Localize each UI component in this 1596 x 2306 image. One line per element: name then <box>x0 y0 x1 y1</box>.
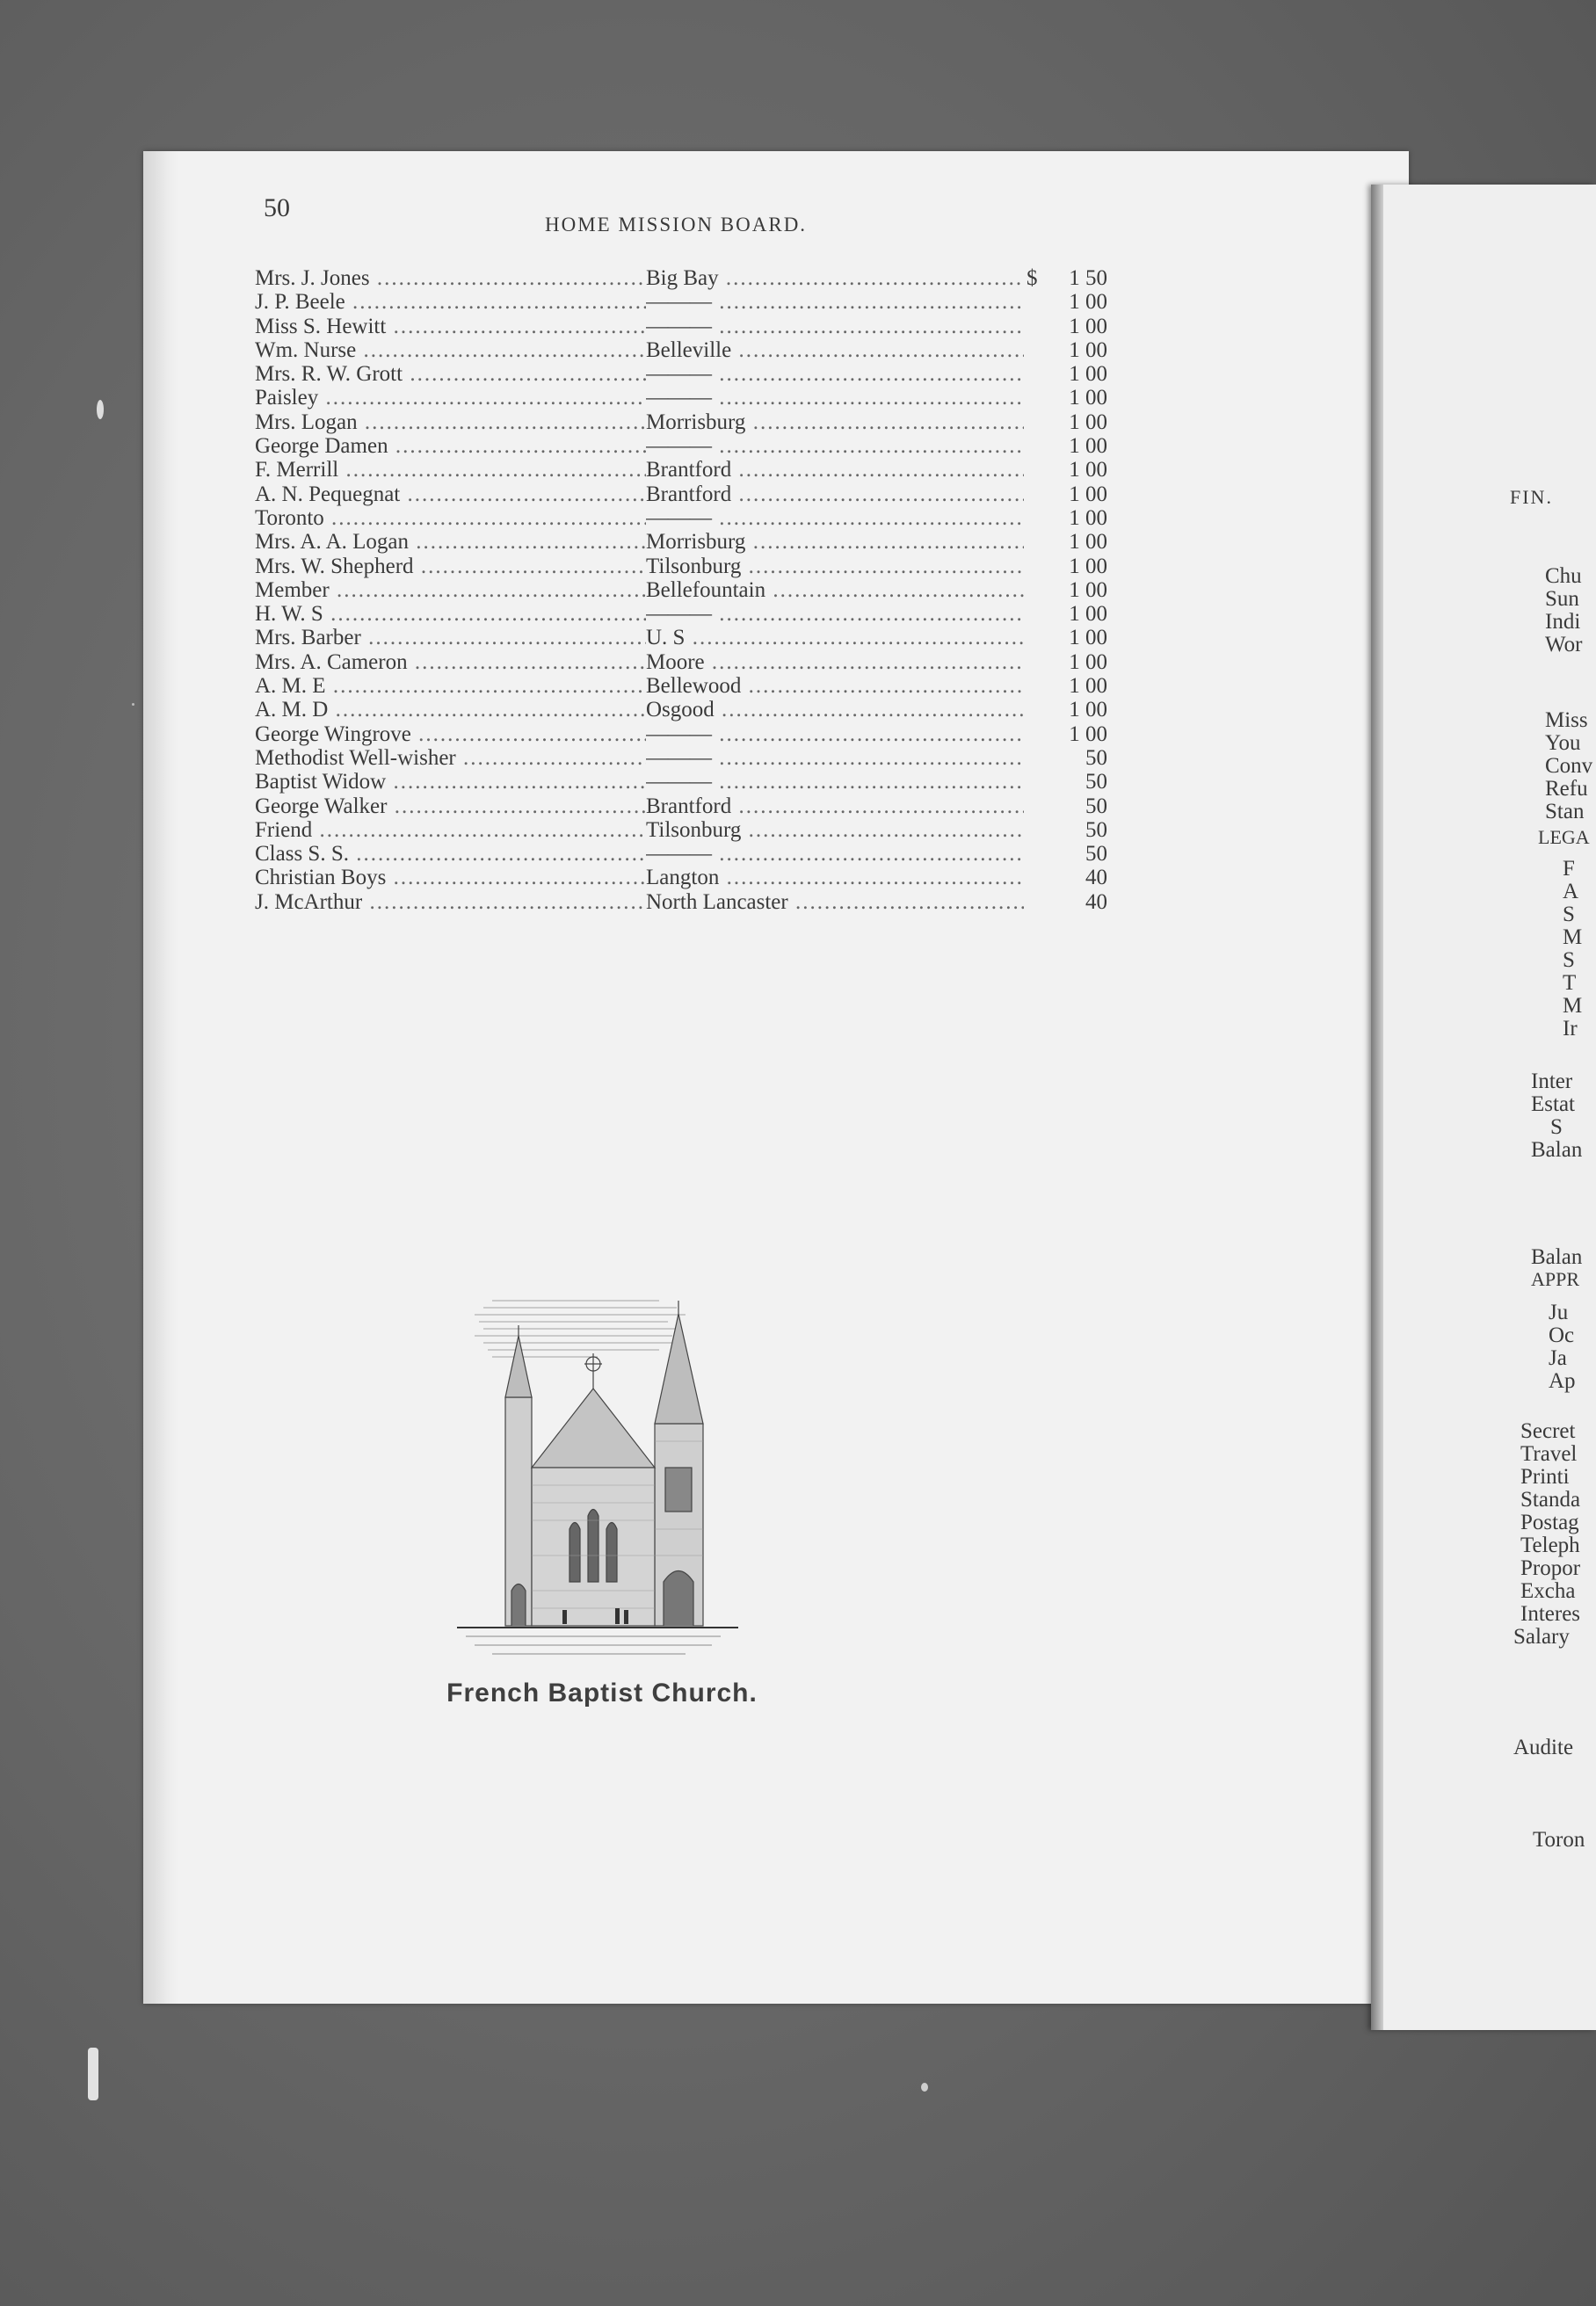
donation-row <box>255 770 1274 794</box>
donation-row <box>255 746 1274 770</box>
donation-row <box>255 890 1274 914</box>
donation-amount: 50 <box>1085 842 1107 867</box>
right-page-line: APPR <box>1531 1268 1580 1290</box>
donor-name: A. M. D ..... <box>255 698 646 722</box>
donation-row <box>255 794 1274 818</box>
donor-name: Mrs. A. A. Logan ..... <box>255 530 646 554</box>
donor-name: Christian Boys ..... <box>255 866 646 889</box>
right-page-line: Audite <box>1513 1736 1574 1759</box>
donor-place: Bellefountain ..... <box>646 578 1024 602</box>
donation-amount: 1 00 <box>1069 722 1107 746</box>
dust-speck <box>132 703 134 706</box>
right-page-line: LEGA <box>1538 826 1590 848</box>
right-page-line: Inter <box>1531 1070 1573 1093</box>
donor-name: Paisley ..... <box>255 386 646 410</box>
right-page-line: Printi <box>1520 1465 1570 1489</box>
donation-row <box>255 602 1274 626</box>
page-gutter <box>143 151 178 2004</box>
donation-amount: 1 00 <box>1069 674 1107 699</box>
donor-place: ——— ..... <box>646 770 1024 794</box>
running-head: HOME MISSION BOARD. <box>545 214 808 236</box>
donation-row <box>255 842 1274 866</box>
donation-row <box>255 458 1274 482</box>
donation-row <box>255 866 1274 889</box>
donor-place: Bellewood ..... <box>646 674 1024 698</box>
donation-row <box>255 290 1274 314</box>
donor-place: Tilsonburg ..... <box>646 555 1024 578</box>
right-page-line: You <box>1545 731 1581 755</box>
right-page-line: Secret <box>1520 1419 1576 1443</box>
right-page-line: M <box>1563 925 1583 949</box>
donor-place: Belleville ..... <box>646 338 1024 362</box>
donor-name: H. W. S ..... <box>255 602 646 626</box>
donation-amount: 1 00 <box>1069 434 1107 459</box>
donor-place: Big Bay ..... <box>646 266 1024 290</box>
donation-row <box>255 555 1274 578</box>
right-page-line: Balan <box>1531 1138 1583 1162</box>
donation-row <box>255 506 1274 530</box>
donor-place: ——— ..... <box>646 746 1024 770</box>
donor-name: George Damen ..... <box>255 434 646 458</box>
right-page-edge <box>1371 185 1383 2030</box>
donation-amount: 1 00 <box>1069 410 1107 434</box>
donor-place: Morrisburg ..... <box>646 530 1024 554</box>
donation-amount: 1 00 <box>1069 649 1107 674</box>
donation-row <box>255 338 1274 362</box>
donation-amount: 1 00 <box>1069 602 1107 627</box>
donor-place: Morrisburg ..... <box>646 410 1024 434</box>
donation-row <box>255 315 1274 338</box>
right-page-line: S <box>1563 903 1575 926</box>
right-page-line: Interes <box>1520 1602 1581 1626</box>
donation-amount: 1 00 <box>1069 698 1107 722</box>
donor-place: Tilsonburg ..... <box>646 818 1024 842</box>
donor-name: George Wingrove ..... <box>255 722 646 746</box>
donation-row <box>255 434 1274 458</box>
right-page-line: Conv <box>1545 754 1593 778</box>
donation-row <box>255 818 1274 842</box>
donor-place: Osgood ..... <box>646 698 1024 722</box>
donation-row <box>255 578 1274 602</box>
right-page-line: Oc <box>1549 1323 1575 1347</box>
donor-name: Wm. Nurse ..... <box>255 338 646 362</box>
donation-amount: 1 00 <box>1069 314 1107 338</box>
right-page-line: Standa <box>1520 1488 1581 1512</box>
donation-row <box>255 410 1274 434</box>
right-page-line: Toron <box>1533 1828 1585 1852</box>
donation-amount: 1 00 <box>1069 386 1107 410</box>
right-page-line: A <box>1563 880 1579 903</box>
church-illustration <box>457 1292 738 1679</box>
donation-row <box>255 674 1274 698</box>
donation-row <box>255 626 1274 649</box>
right-page-heading: FIN. <box>1510 486 1553 508</box>
right-page-line: Estat <box>1531 1092 1575 1116</box>
donor-name: Mrs. J. Jones ..... <box>255 266 646 290</box>
donor-name: Mrs. A. Cameron ..... <box>255 650 646 674</box>
donation-row <box>255 722 1274 746</box>
donor-place: Langton ..... <box>646 866 1024 889</box>
right-page-line: Miss <box>1545 708 1588 732</box>
donation-amount: 1 00 <box>1069 577 1107 602</box>
donation-row <box>255 362 1274 386</box>
donation-amount: 1 00 <box>1069 290 1107 315</box>
donor-place: ——— ..... <box>646 842 1024 866</box>
donation-amount: 40 <box>1085 889 1107 914</box>
donation-row <box>255 266 1274 290</box>
right-page-line: S <box>1550 1115 1563 1139</box>
right-page-line: T <box>1563 971 1577 995</box>
donation-amount: 50 <box>1085 817 1107 842</box>
donor-name: J. P. Beele ..... <box>255 290 646 314</box>
right-page-line: Propor <box>1520 1556 1581 1580</box>
page-number: 50 <box>264 193 290 222</box>
right-page-line: Ju <box>1549 1301 1569 1324</box>
donor-name: Toronto ..... <box>255 506 646 530</box>
right-page-line: F <box>1563 857 1575 881</box>
donor-name: Methodist Well-wisher ..... <box>255 746 646 770</box>
right-page-line: S <box>1563 948 1575 972</box>
donor-place: U. S ..... <box>646 626 1024 649</box>
dust-speck <box>97 400 104 419</box>
donation-amount: 40 <box>1085 866 1107 890</box>
right-page-line: M <box>1563 994 1583 1018</box>
right-page-line: Refu <box>1545 777 1588 801</box>
right-page-line: Indi <box>1545 610 1581 634</box>
donor-name: A. N. Pequegnat ..... <box>255 482 646 506</box>
right-page-line: Ap <box>1549 1369 1576 1393</box>
right-page-line: Travel <box>1520 1442 1578 1466</box>
right-page-line: Balan <box>1531 1245 1583 1269</box>
donation-amount: 1 00 <box>1069 530 1107 555</box>
currency-symbol: $ <box>1027 266 1038 290</box>
donation-row <box>255 482 1274 506</box>
donor-name: Member ..... <box>255 578 646 602</box>
dust-speck <box>921 2083 928 2092</box>
donation-amount: 1 00 <box>1069 554 1107 578</box>
right-page-line: Postag <box>1520 1511 1579 1534</box>
donation-amount: 1 50 <box>1069 266 1107 290</box>
donation-amount: 1 00 <box>1069 482 1107 506</box>
right-page-line: Teleph <box>1520 1534 1580 1557</box>
donor-place: ——— ..... <box>646 506 1024 530</box>
donor-name: Friend ..... <box>255 818 646 842</box>
donation-row <box>255 386 1274 410</box>
donation-amount: 1 00 <box>1069 505 1107 530</box>
donor-place: ——— ..... <box>646 362 1024 386</box>
donation-row <box>255 650 1274 674</box>
donation-amount: 1 00 <box>1069 362 1107 387</box>
donor-name: J. McArthur ..... <box>255 890 646 914</box>
right-page-line: Salary <box>1513 1625 1570 1649</box>
donation-row <box>255 698 1274 722</box>
donor-place: North Lancaster ..... <box>646 890 1024 914</box>
donor-place: ——— ..... <box>646 434 1024 458</box>
donation-amount: 1 00 <box>1069 337 1107 362</box>
figure-caption: French Baptist Church. <box>446 1679 758 1708</box>
right-page-line: Chu <box>1545 564 1582 588</box>
donor-place: ——— ..... <box>646 290 1024 314</box>
donor-name: A. M. E ..... <box>255 674 646 698</box>
donor-place: ——— ..... <box>646 386 1024 410</box>
donor-place: Brantford ..... <box>646 458 1024 482</box>
donation-list <box>255 266 1274 914</box>
donation-row <box>255 530 1274 554</box>
donor-name: Mrs. Logan ..... <box>255 410 646 434</box>
donor-place: ——— ..... <box>646 722 1024 746</box>
donor-place: Moore ..... <box>646 650 1024 674</box>
donation-amount: 1 00 <box>1069 626 1107 650</box>
donation-amount: 50 <box>1085 745 1107 770</box>
donation-amount: 1 00 <box>1069 458 1107 482</box>
dust-speck <box>88 2048 98 2100</box>
right-page-line: Excha <box>1520 1579 1576 1603</box>
sky-hatching <box>475 1301 686 1357</box>
donation-amount: 50 <box>1085 770 1107 794</box>
donor-name: Miss S. Hewitt ..... <box>255 315 646 338</box>
donor-name: Mrs. Barber ..... <box>255 626 646 649</box>
donor-place: Brantford ..... <box>646 482 1024 506</box>
donor-name: Mrs. R. W. Grott ..... <box>255 362 646 386</box>
donor-place: ——— ..... <box>646 602 1024 626</box>
right-page-line: Sun <box>1545 587 1579 611</box>
right-page-line: Stan <box>1545 800 1585 823</box>
donor-name: George Walker ..... <box>255 794 646 818</box>
donor-place: Brantford ..... <box>646 794 1024 818</box>
donor-name: Class S. S. ..... <box>255 842 646 866</box>
donor-name: F. Merrill ..... <box>255 458 646 482</box>
right-page-line: Wor <box>1545 633 1583 656</box>
donor-place: ——— ..... <box>646 315 1024 338</box>
donor-name: Mrs. W. Shepherd ..... <box>255 555 646 578</box>
donor-name: Baptist Widow ..... <box>255 770 646 794</box>
right-page-line: Ir <box>1563 1017 1578 1041</box>
donation-amount: 50 <box>1085 794 1107 818</box>
right-page-line: Ja <box>1549 1346 1567 1370</box>
